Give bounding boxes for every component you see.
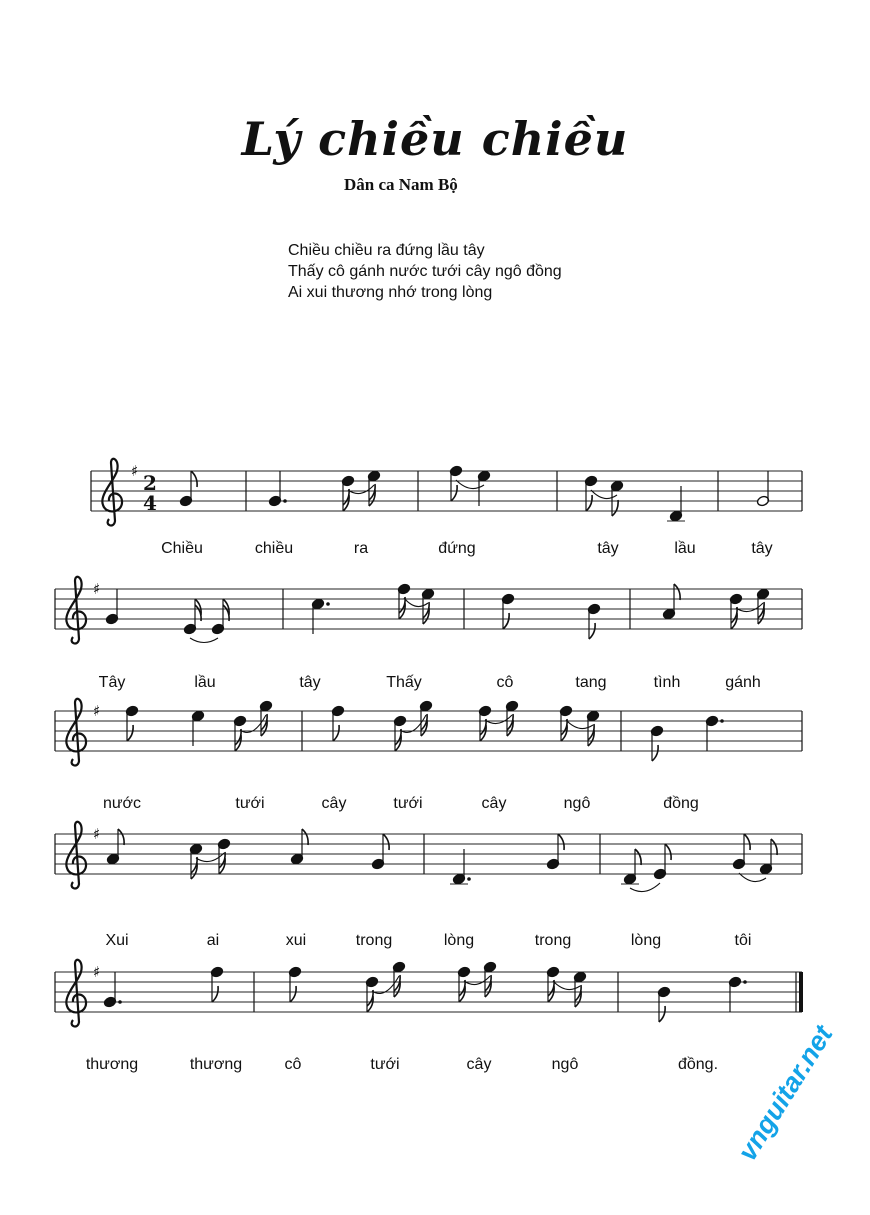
note-flag (674, 584, 680, 600)
slur (464, 976, 490, 985)
lyric-line: Ai xui thương nhớ trong lòng (288, 284, 493, 301)
note-flag (612, 500, 618, 516)
slur (736, 603, 763, 612)
lyric-syllable: thương (189, 1056, 243, 1073)
lyric-line: Thấy cô gánh nước tưới cây ngô đồng (288, 263, 562, 280)
note-flag (558, 834, 564, 850)
final-barline-thick (799, 972, 803, 1012)
note-dot (467, 877, 471, 881)
note-flag (635, 849, 641, 865)
note-flag (333, 725, 339, 741)
lyric-syllable: lầu (194, 674, 216, 691)
treble-clef-icon (66, 960, 86, 1027)
lyric-syllable: ai (206, 932, 220, 949)
lyric-syllable: tưới (370, 1056, 400, 1073)
note-flag (290, 986, 296, 1002)
lyric-syllable: xui (285, 932, 307, 949)
lyric-syllable: Tây (98, 674, 126, 691)
treble-clef-icon (66, 577, 86, 644)
key-signature-sharp: ♯ (131, 462, 139, 480)
lyric-syllable: đồng. (677, 1056, 719, 1073)
lyric-syllable: cô (284, 1056, 302, 1073)
lyric-syllable: ngô (563, 795, 591, 812)
lyric-syllable: lòng (443, 932, 475, 949)
note-flag (127, 725, 133, 741)
lyric-syllable: trong (534, 932, 572, 949)
lyric-syllable: Xui (105, 932, 129, 949)
lyric-syllable: đồng (663, 795, 699, 812)
note-flag (659, 1006, 665, 1022)
lyric-syllable: lòng (630, 932, 662, 949)
note-flag (771, 839, 777, 855)
lyric-syllable: nước (102, 795, 142, 812)
time-signature-top: 2 (143, 471, 157, 495)
watermark: vnguitar.net (732, 1020, 839, 1166)
lyric-syllable: lầu (674, 540, 696, 557)
lyric-syllable: đứng (438, 540, 476, 557)
staff-system (55, 960, 803, 1027)
note-flag (212, 986, 218, 1002)
note-flag (302, 829, 308, 845)
lyric-syllable: cô (496, 674, 514, 691)
note-flag (665, 844, 671, 860)
lyric-syllable: tôi (734, 932, 752, 949)
note-dot (743, 980, 747, 984)
lyric-syllable: thương (85, 1056, 139, 1073)
lyric-syllable: cây (481, 795, 507, 812)
note-flag (383, 834, 389, 850)
treble-clef-icon (102, 459, 122, 526)
lyric-syllable: tang (575, 674, 607, 691)
lyric-syllable: ra (353, 540, 369, 557)
key-signature-sharp: ♯ (93, 580, 101, 598)
note-flag (118, 829, 124, 845)
note-dot (283, 499, 287, 503)
slur (348, 485, 374, 494)
lyric-line: Chiều chiều ra đứng lầu tây (288, 242, 485, 259)
note-dot (326, 602, 330, 606)
staff-system (55, 699, 802, 766)
treble-clef-icon (66, 699, 86, 766)
lyric-syllable: gánh (725, 674, 761, 691)
lyric-syllable: tưới (393, 795, 423, 812)
note-flag (586, 495, 592, 511)
lyric-syllable: Chiều (161, 540, 203, 557)
note-flag (191, 471, 197, 487)
song-subtitle: Dân ca Nam Bộ (344, 175, 458, 194)
key-signature-sharp: ♯ (93, 963, 101, 981)
lyric-syllable: cây (321, 795, 347, 812)
lyric-syllable: Thấy (386, 674, 422, 691)
note-flag (744, 834, 750, 850)
lyric-syllable: tây (299, 674, 321, 691)
note-flag (451, 485, 457, 501)
staff-system (55, 577, 802, 644)
key-signature-sharp: ♯ (93, 825, 101, 843)
staff-system (55, 822, 802, 892)
treble-clef-icon (66, 822, 86, 889)
lyric-syllable: chiều (254, 540, 294, 557)
lyric-syllable: cây (466, 1056, 492, 1073)
note-flag (503, 613, 509, 629)
slur (485, 715, 512, 724)
lyric-syllable: ngô (551, 1056, 579, 1073)
staff-system (91, 459, 802, 526)
lyric-syllable: tưới (235, 795, 265, 812)
note-flag (652, 745, 658, 761)
slur (190, 638, 218, 643)
lyric-syllable: trong (355, 932, 393, 949)
note-flag (589, 623, 595, 639)
lyric-syllable: tây (751, 540, 773, 557)
note-dot (720, 719, 724, 723)
time-signature-bottom: 4 (143, 491, 157, 515)
key-signature-sharp: ♯ (93, 702, 101, 720)
note-dot (118, 1000, 122, 1004)
song-title: Lý chiều chiều (241, 112, 629, 166)
lyric-syllable: tây (597, 540, 619, 557)
lyric-syllable: tình (653, 674, 681, 691)
